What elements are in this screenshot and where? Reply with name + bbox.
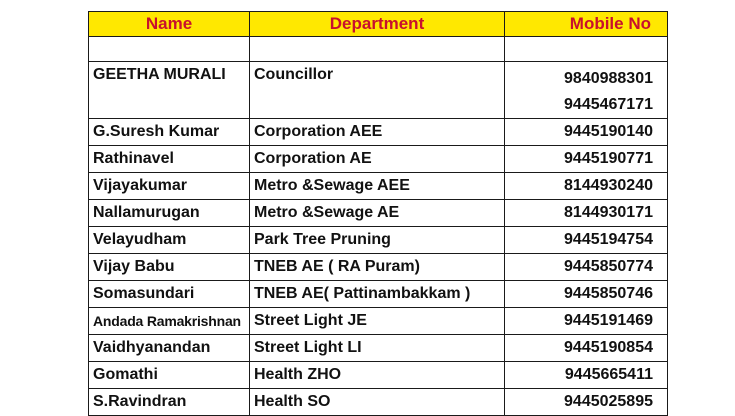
table-row bbox=[89, 308, 668, 335]
name-cell: GEETHA MURALI bbox=[89, 62, 250, 119]
blank-cell bbox=[505, 37, 668, 62]
mobile-cell: 9445025895 bbox=[505, 389, 668, 416]
table-row bbox=[89, 173, 668, 200]
blank-cell bbox=[250, 37, 505, 62]
name-cell: Vaidhyanandan bbox=[89, 335, 250, 362]
mobile-cell: 9445190771 bbox=[505, 146, 668, 173]
name-cell: Rathinavel bbox=[89, 146, 250, 173]
mobile-number-primary: 9840988301 bbox=[564, 70, 653, 87]
mobile-cell: 9445665411 bbox=[505, 362, 668, 389]
contact-table bbox=[88, 11, 668, 416]
table-row bbox=[89, 200, 668, 227]
department-cell: TNEB AE ( RA Puram) bbox=[250, 254, 505, 281]
department-cell: Street Light LI bbox=[250, 335, 505, 362]
mobile-cell: 9445191469 bbox=[505, 308, 668, 335]
mobile-number-secondary: 9445467171 bbox=[564, 96, 653, 113]
mobile-cell: 9445194754 bbox=[505, 227, 668, 254]
header-department: Department bbox=[250, 12, 505, 37]
mobile-cell bbox=[505, 62, 668, 119]
name-cell: Vijay Babu bbox=[89, 254, 250, 281]
header-mobile: Mobile No bbox=[505, 12, 668, 37]
department-cell: Metro &Sewage AEE bbox=[250, 173, 505, 200]
department-cell: Health SO bbox=[250, 389, 505, 416]
mobile-cell: 8144930171 bbox=[505, 200, 668, 227]
table-row bbox=[89, 335, 668, 362]
department-cell: Corporation AEE bbox=[250, 119, 505, 146]
name-cell: Gomathi bbox=[89, 362, 250, 389]
table-row bbox=[89, 362, 668, 389]
table-row bbox=[89, 62, 668, 119]
department-cell: Corporation AE bbox=[250, 146, 505, 173]
department-cell: TNEB AE( Pattinambakkam ) bbox=[250, 281, 505, 308]
mobile-cell: 9445850746 bbox=[505, 281, 668, 308]
mobile-cell: 9445190854 bbox=[505, 335, 668, 362]
blank-row bbox=[89, 37, 668, 62]
name-cell: Somasundari bbox=[89, 281, 250, 308]
name-cell: G.Suresh Kumar bbox=[89, 119, 250, 146]
name-cell: Nallamurugan bbox=[89, 200, 250, 227]
table-row bbox=[89, 227, 668, 254]
mobile-cell: 9445850774 bbox=[505, 254, 668, 281]
table-row bbox=[89, 389, 668, 416]
department-cell: Councillor bbox=[250, 62, 505, 119]
name-cell: S.Ravindran bbox=[89, 389, 250, 416]
table-row bbox=[89, 281, 668, 308]
header-name: Name bbox=[89, 12, 250, 37]
department-cell: Park Tree Pruning bbox=[250, 227, 505, 254]
name-cell: Vijayakumar bbox=[89, 173, 250, 200]
name-cell: Andada Ramakrishnan bbox=[89, 308, 250, 335]
department-cell: Health ZHO bbox=[250, 362, 505, 389]
mobile-cell: 8144930240 bbox=[505, 173, 668, 200]
department-cell: Street Light JE bbox=[250, 308, 505, 335]
blank-cell bbox=[89, 37, 250, 62]
name-cell: Velayudham bbox=[89, 227, 250, 254]
table-row bbox=[89, 254, 668, 281]
mobile-cell: 9445190140 bbox=[505, 119, 668, 146]
table-row bbox=[89, 119, 668, 146]
department-cell: Metro &Sewage AE bbox=[250, 200, 505, 227]
header-row bbox=[89, 12, 668, 37]
table-row bbox=[89, 146, 668, 173]
